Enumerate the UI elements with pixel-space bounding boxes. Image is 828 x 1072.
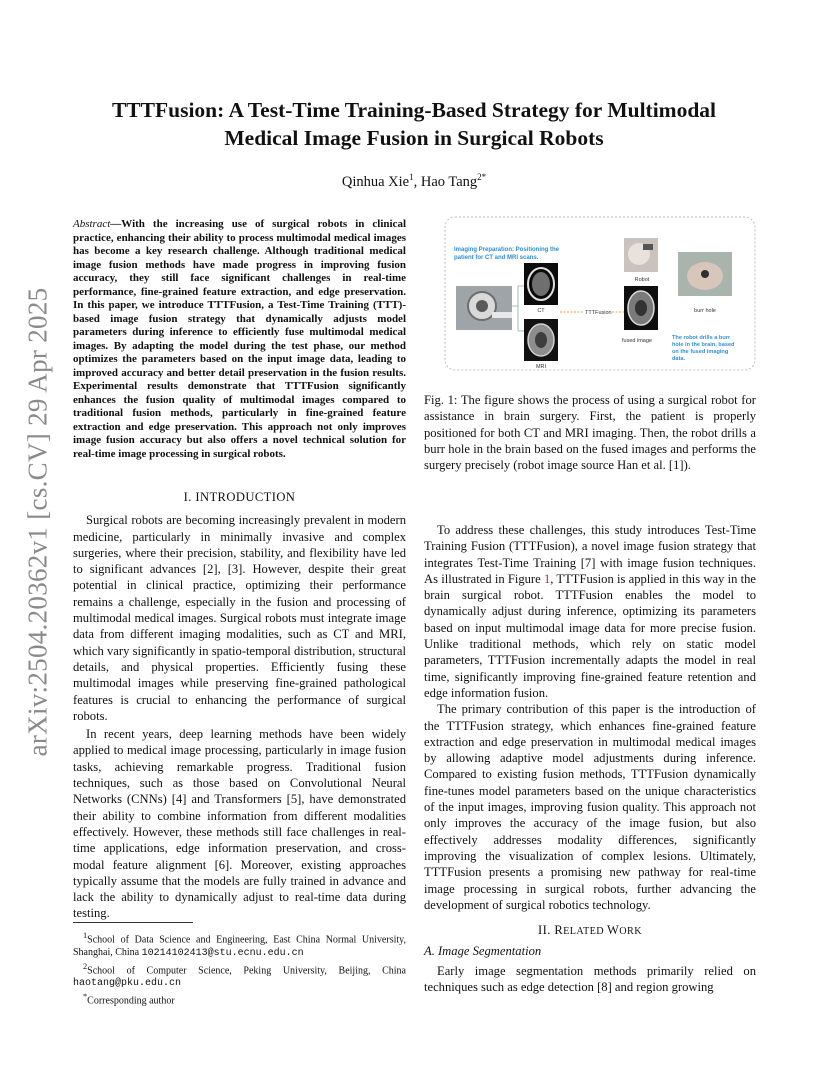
footnote-1-mark: 1 xyxy=(83,931,88,940)
related-heading-w: W xyxy=(606,923,620,938)
footnote-2-text: School of Computer Science, Peking University, Beijing, China xyxy=(87,964,406,976)
mri-ventricle-icon xyxy=(535,332,547,348)
author-1-affil: 1 xyxy=(409,172,414,182)
figure-note-line-3: on the fused imaging xyxy=(672,349,729,355)
tttfusion-label: TTTFusion xyxy=(585,310,612,316)
related-work-heading xyxy=(424,922,756,940)
arxiv-stamp xyxy=(20,282,56,762)
right-paragraph-1-a: To address these challenges, this study introduces Test-Time Training Fusion (TTTFusion), a novel image fusion strategy that integrates Test-Time Training [7] with image fusion techniques. As illustrated in Figure xyxy=(424,523,756,586)
footnote-2-mark: 2 xyxy=(83,961,88,971)
footnote-1-text: School of Data Science and Engineering, East China Normal University, Shanghai, China xyxy=(73,934,406,958)
footnote-1-email[interactable]: 10214102413@stu.ecnu.edu.cn xyxy=(141,947,304,959)
fused-image-label: fused image xyxy=(622,338,652,344)
footnotes xyxy=(73,930,406,1008)
footnote-3-text: Corresponding author xyxy=(87,995,175,1007)
footnote-rule xyxy=(73,922,193,923)
footnote-2-email[interactable]: haotang@pku.edu.cn xyxy=(73,978,182,990)
intro-paragraph-2: In recent years, deep learning methods have been widely applied to medical image processing, particularly in image fusion tasks, achieving remarkable progress. Traditional fusion techniques, such as those based on Convolutional Neural Networks (CNNs) [4] and Transformers [5], have demonstrated their ability to combine information from different modalities effectively. However, these methods still face challenges in real-time applications, edge information preservation, and cross-modal feature alignment [6]. Moreover, existing approaches typically assume that the models are fully trained in advance and lack the ability to dynamically adjust to real-time data during testing. xyxy=(73,727,406,921)
burr-hole-label: burr hole xyxy=(694,308,716,314)
abstract-body: —With the increasing use of surgical robots in clinical practice, enhancing their ability to process multimodal medical images has become a key research challenge. Although traditional medical image fusion methods have made progress in improving fusion accuracy, they still face significant challenges in real-time performance, fine-grained feature extraction, and edge preservation. In this paper, we introduce TTTFusion, a Test-Time Training (TTT)-based image fusion strategy that dynamically adjusts model parameters during inference to efficiently fuse multimodal medical images. By adapting the model during the test phase, our method optimizes the parameters based on the input image data, leading to improved accuracy and better detail preservation in the fusion results. Experimental results demonstrate that TTTFusion significantly enhances the fusion quality of multimodal images compared to traditional fusion methods, particularly in fine-grained feature extraction and edge preservation. This approach not only improves image fusion accuracy but also offers a novel technical solution for real-time image processing in surgical robots. xyxy=(73,218,406,460)
title-line-1: TTTFusion: A Test-Time Training-Based Strategy for Multimodal xyxy=(111,98,717,122)
related-heading-r: R xyxy=(554,923,564,938)
paper-title xyxy=(60,96,768,152)
intro-heading: I. INTRODUCTION xyxy=(183,490,296,504)
right-paragraph-2: The primary contribution of this paper is the introduction of the TTTFusion strategy, which enhances fine-grained feature extraction and edge preservation in multimodal medical images by allowing adaptive model adjustments during inference. Compared to existing fusion methods, TTTFusion dynamically fine-tunes model parameters based on the unique characteristics of the input images, improving fusion quality. This approach not only improves the accuracy of the image fusion, but also effectively addresses modality differences, significantly improving the visualization of complex lesions. Ultimately, TTTFusion presents a promising new pathway for real-time image processing in surgical robots, further advancing the development of surgical robotics technology. xyxy=(424,702,756,912)
figure-1-link[interactable]: 1 xyxy=(543,571,551,586)
robot-label: Robot xyxy=(634,277,650,283)
abstract-lead: Abstract xyxy=(73,218,111,230)
author-2-affil: 2* xyxy=(477,172,487,182)
ct-label: CT xyxy=(537,308,545,314)
abstract xyxy=(73,218,406,461)
figure-1-caption: Fig. 1: The figure shows the process of using a surgical robot for assistance in brain surgery. First, the patient is properly positioned for both CT and MRI imaging. Then, the robot drills a burr hole in the brain based on the fused images and performs the surgery precisely (robot image source Han et al. [1]). xyxy=(424,393,756,473)
author-2: Hao Tang xyxy=(420,173,478,190)
author-1: Qinhua Xie xyxy=(341,173,410,190)
related-heading-num: II. xyxy=(538,923,555,938)
robot-arm-icon xyxy=(643,244,653,250)
related-heading-rest-1: ELATED xyxy=(563,926,607,938)
figure-heading-line-1: Imaging Preparation: Positioning the xyxy=(454,247,560,253)
author-sep: , xyxy=(413,173,421,190)
right-column-body xyxy=(424,522,756,995)
title-line-2: Medical Image Fusion in Surgical Robots xyxy=(224,126,604,150)
intro-paragraph-1: Surgical robots are becoming increasingly prevalent in modern medicine, particularly in minimally invasive and complex surgeries, where their precision, stability, and flexibility have led to significant advances [2], [3]. However, despite their great potential in clinical practice, optimizing their performance remains a challenge, especially in the fusion and processing of multimodal medical images. Surgical robots must integrate image data from different imaging modalities, such as CT and MRI, which vary significantly in spatio-temporal distribution, structural details, and physical properties. Efficiently fusing these multimodal images while preserving fine-grained pathological features is crucial to enhancing the performance of surgical robots. xyxy=(73,513,406,723)
scanner-bed-icon xyxy=(492,312,512,318)
ct-brain-icon xyxy=(532,272,550,296)
authors xyxy=(60,172,768,191)
figure-note-line-4: data. xyxy=(672,356,686,362)
figure-note-line-1: The robot drills a burr xyxy=(672,335,731,341)
right-paragraph-1-b: , TTTFusion is applied in this way in the brain surgical robot. TTTFusion enables the model to dynamically adjust during inference, optimizing its parameters based on input multimodal image data for more precise fusion. Unlike traditional methods, which rely on static model parameters, TTTFusion incrementally adapts the model in real time, significantly improving fine-grained feature retention and edge information fusion. xyxy=(424,571,756,700)
figure-note-line-2: hole in the brain, based xyxy=(672,342,735,348)
intro-section xyxy=(73,489,406,922)
right-paragraph-3: Early image segmentation methods primarily relied on techniques such as edge detection [8] and region growing xyxy=(424,963,756,995)
arxiv-stamp-text: arXiv:2504.20362v1 [cs.CV] 29 Apr 2025 xyxy=(22,287,53,757)
figure-heading-line-2: patient for CT and MRI scans. xyxy=(454,255,539,261)
figure-1 xyxy=(444,216,756,371)
footnote-3-mark: * xyxy=(83,992,88,1002)
scanner-bore-icon xyxy=(476,300,488,312)
subsection-image-segmentation: A. Image Segmentation xyxy=(424,944,542,959)
burr-hole-icon xyxy=(701,270,709,278)
mri-label: MRI xyxy=(535,364,547,370)
right-paragraph-1 xyxy=(424,522,756,701)
fused-ventricle-icon xyxy=(635,300,647,316)
related-heading-rest-2: ORK xyxy=(619,926,642,938)
